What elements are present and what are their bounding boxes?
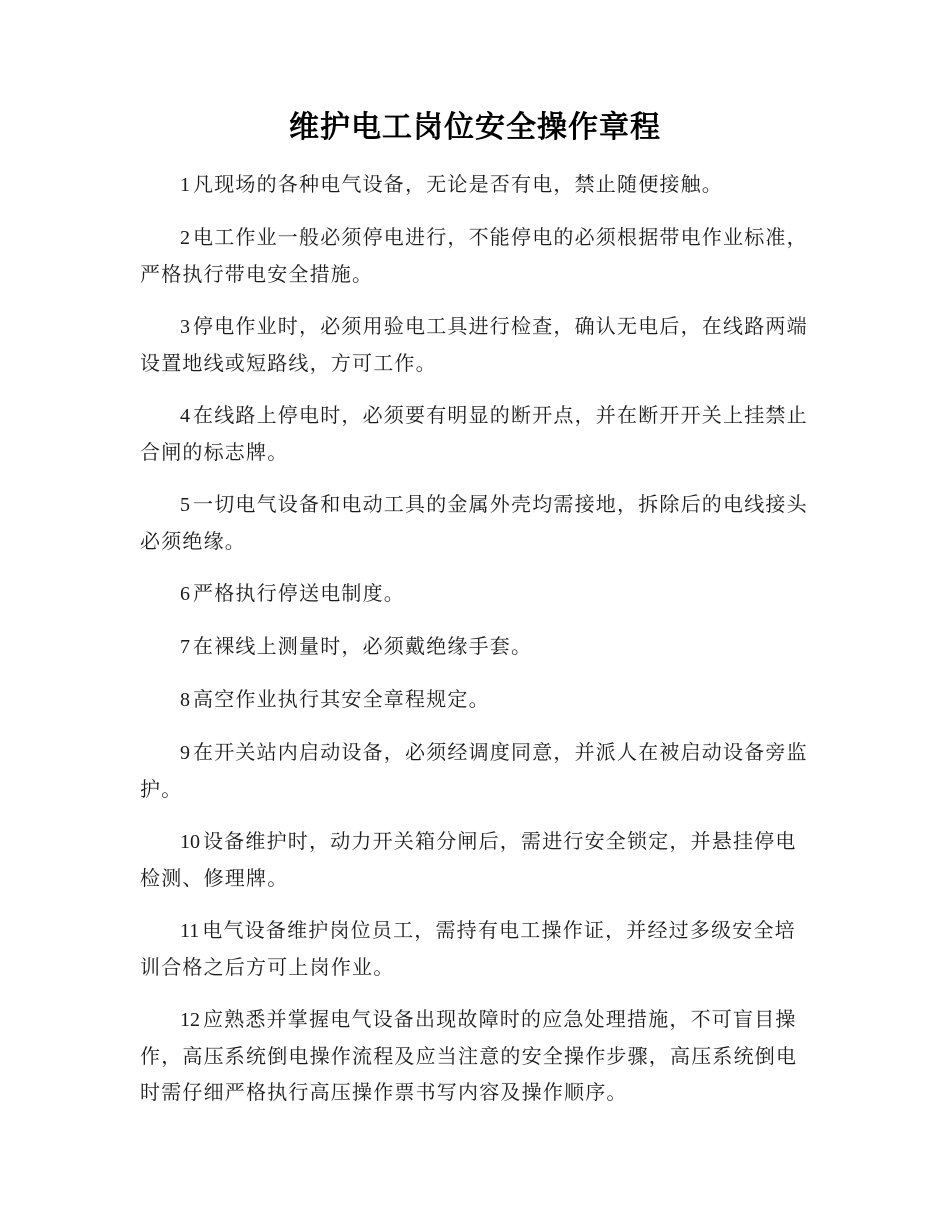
rule-text: 应熟悉并掌握电气设备出现故障时的应急处理措施，不可盲目操作，高压系统倒电操作流程及应当注意的安全操作步骤，高压系统倒电时需仔细严格执行高压操作票书写内容及操作顺序。: [140, 1007, 798, 1104]
rule-number: 10: [180, 831, 200, 853]
rule-number: 5: [180, 494, 190, 516]
document-title: 维护电工岗位安全操作章程: [289, 110, 661, 145]
rule-item-12: [140, 1001, 810, 1110]
rule-text: 在裸线上测量时，必须戴绝缘手套。: [193, 634, 533, 658]
rule-number: 1: [180, 174, 190, 196]
rule-number: 3: [180, 316, 190, 338]
rule-item-9: [140, 734, 810, 807]
rule-item-10: [140, 823, 810, 896]
rule-text: 电工作业一般必须停电进行，不能停电的必须根据带电作业标准，严格执行带电安全措施。: [140, 225, 808, 286]
rule-number: 11: [180, 920, 200, 942]
rule-number: 2: [180, 227, 190, 249]
rule-text: 在线路上停电时，必须要有明显的断开点，并在断开开关上挂禁止合闸的标志牌。: [140, 403, 808, 464]
rule-item-11: [140, 912, 810, 985]
rule-text: 在开关站内启动设备，必须经调度同意，并派人在被启动设备旁监护。: [140, 740, 808, 801]
rule-number: 8: [180, 689, 190, 711]
rule-text: 高空作业执行其安全章程规定。: [193, 687, 490, 711]
rule-text: 一切电气设备和电动工具的金属外壳均需接地，拆除后的电线接头必须绝缘。: [140, 492, 808, 553]
rule-number: 4: [180, 405, 190, 427]
rule-item-5: [140, 486, 810, 559]
rule-text: 严格执行停送电制度。: [193, 581, 405, 605]
rule-item-6: [140, 575, 810, 612]
rule-number: 6: [180, 583, 190, 605]
rule-item-4: [140, 397, 810, 470]
rule-text: 电气设备维护岗位员工，需持有电工操作证，并经过多级安全培训合格之后方可上岗作业。: [140, 918, 796, 979]
rule-text: 停电作业时，必须用验电工具进行检查，确认无电后，在线路两端设置地线或短路线，方可工作。: [140, 314, 808, 375]
rule-number: 9: [180, 742, 190, 764]
rule-text: 凡现场的各种电气设备，无论是否有电，禁止随便接触。: [193, 172, 723, 196]
rule-item-3: [140, 308, 810, 381]
rule-number: 12: [180, 1009, 200, 1031]
rule-item-8: [140, 681, 810, 718]
rule-text: 设备维护时，动力开关箱分闸后，需进行安全锁定，并悬挂停电检测、修理牌。: [140, 829, 797, 890]
rule-item-2: [140, 219, 810, 292]
rule-number: 7: [180, 636, 190, 658]
rule-item-7: [140, 628, 810, 665]
document-body: [140, 166, 810, 1126]
rule-item-1: [140, 166, 810, 203]
